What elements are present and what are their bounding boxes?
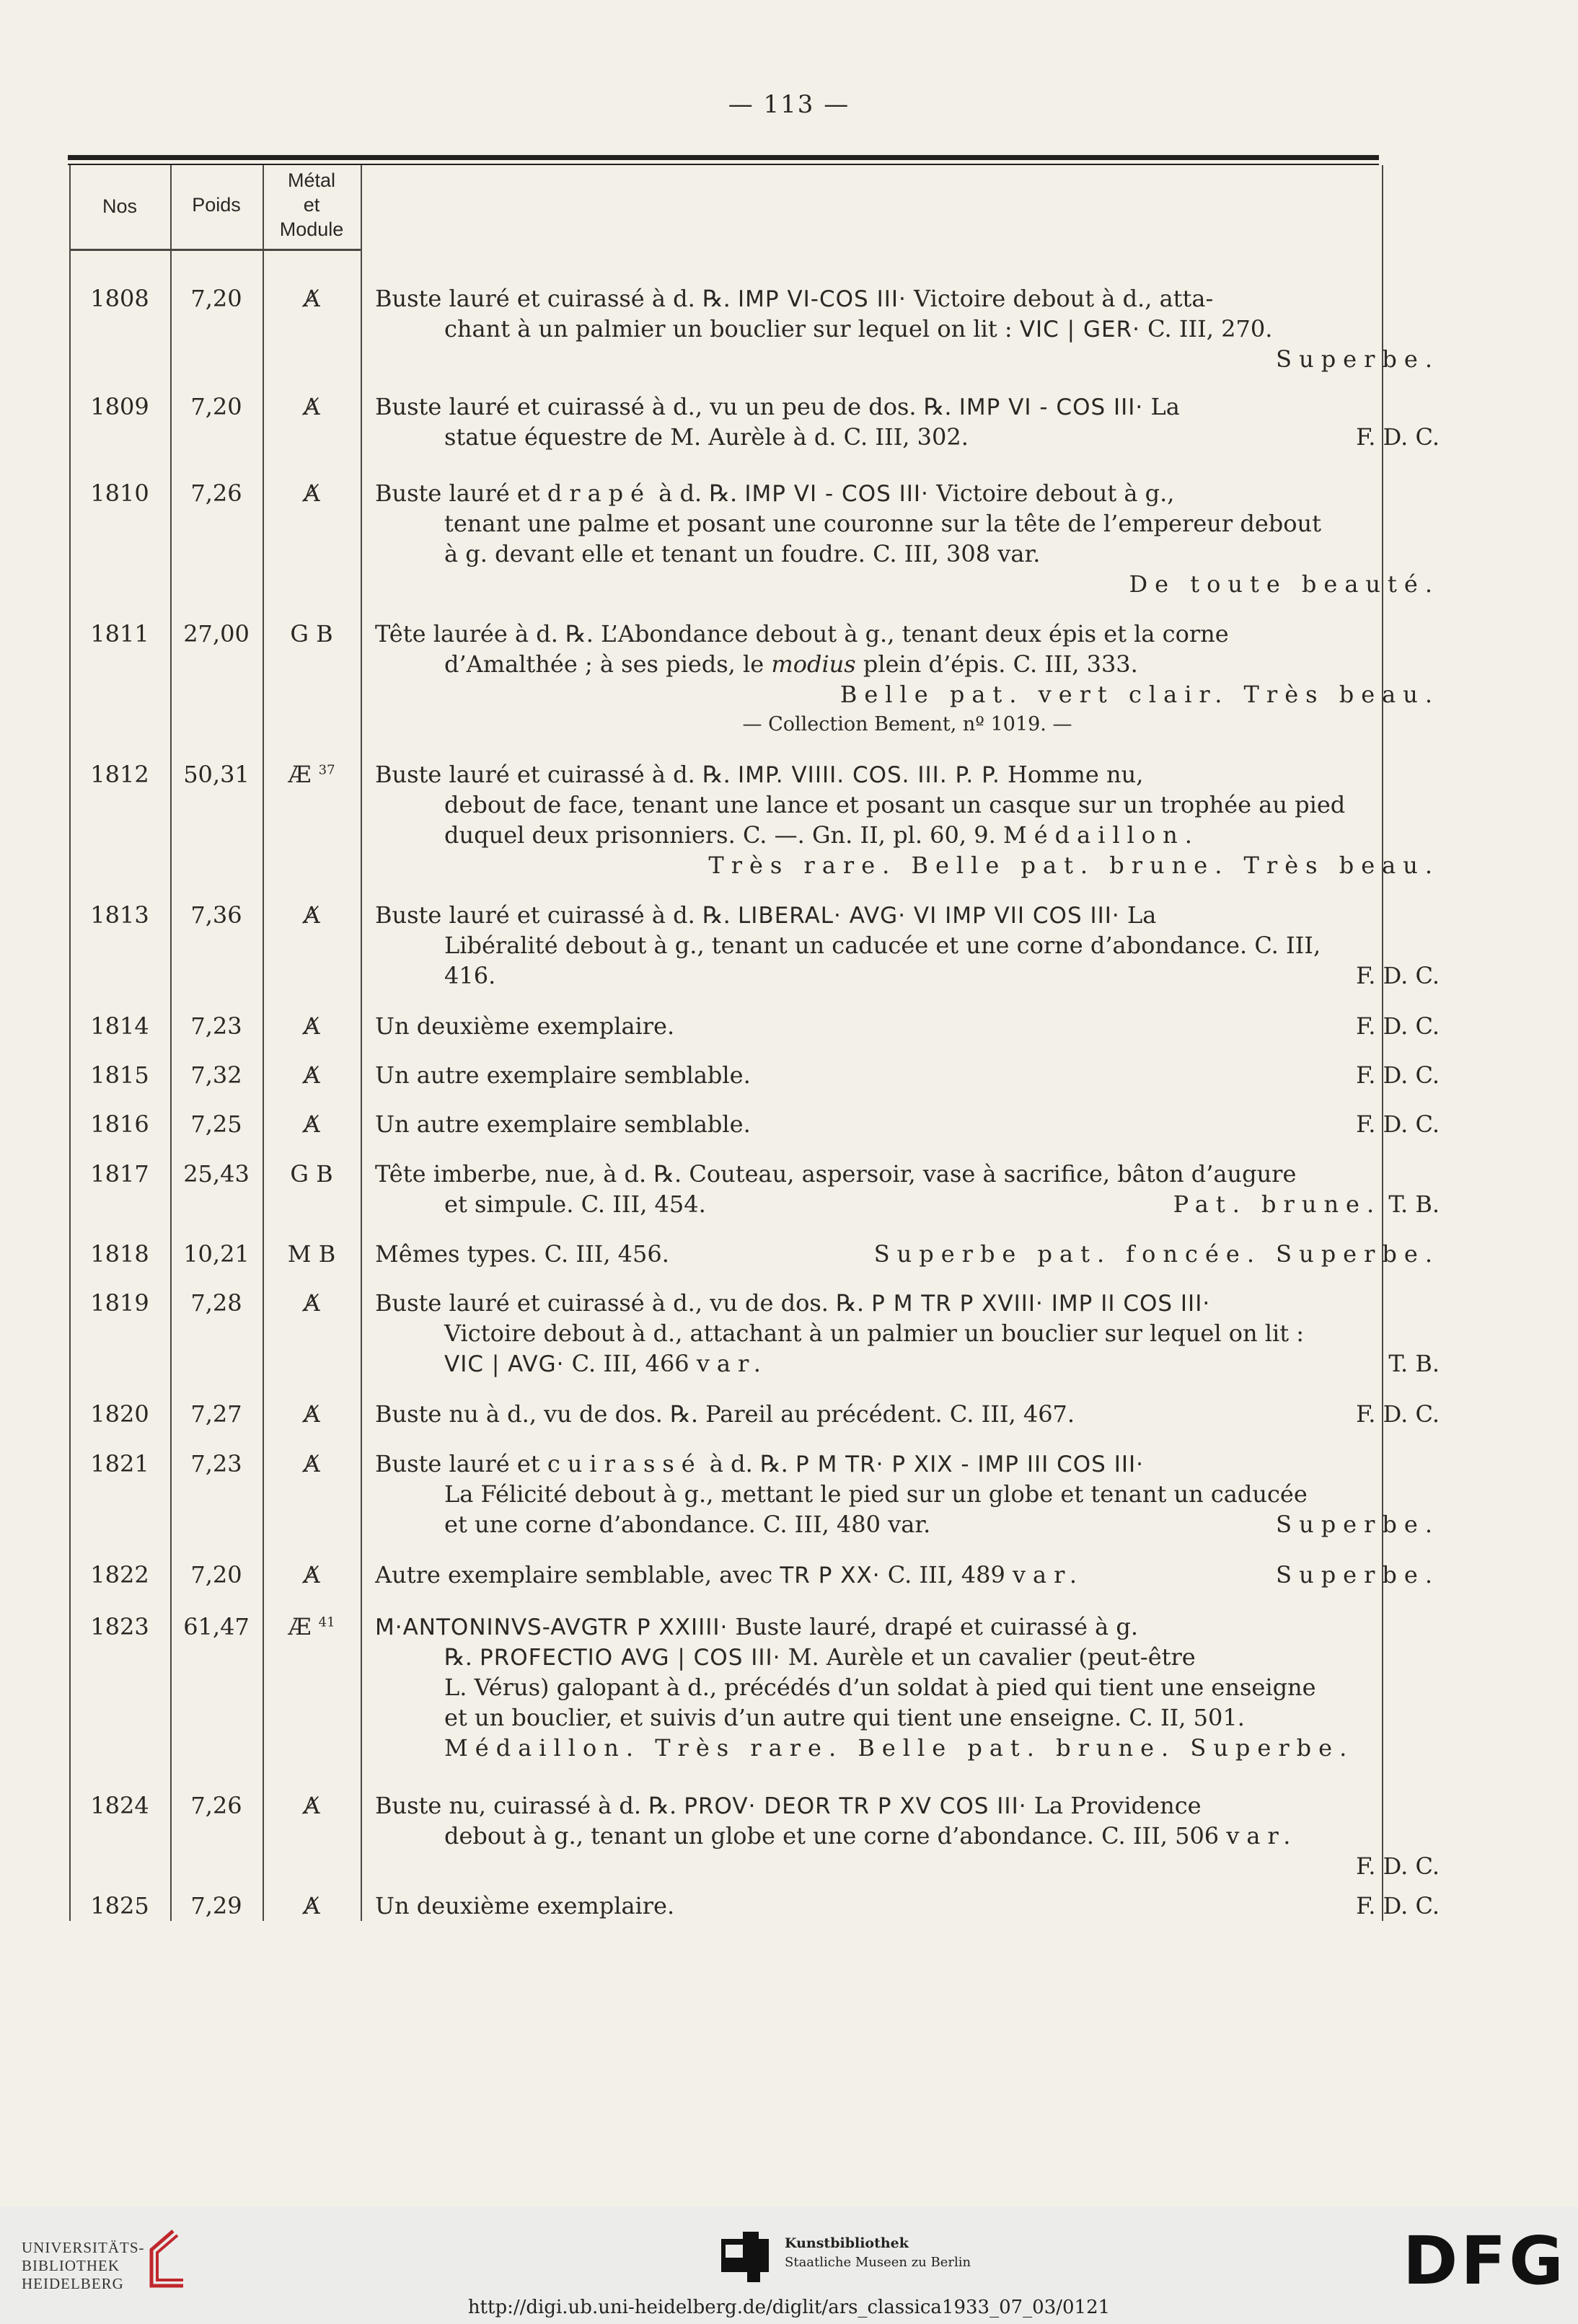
entry-weight: 7,28 [190, 1289, 242, 1317]
entry-description [375, 900, 1440, 991]
entry-metal: G B [290, 620, 333, 648]
header-underline [264, 249, 361, 251]
entry-weight: 25,43 [183, 1160, 250, 1188]
entry-description [375, 1790, 1440, 1881]
entry-description [375, 1011, 1440, 1041]
description-line: Buste lauré et cuirassé à d., vu de dos. ℞. P M TR P XVIII· IMP II COS III· [375, 1289, 1211, 1317]
entry-description [375, 1449, 1440, 1539]
description-line: Un deuxième exemplaire. F. D. C. [375, 1892, 1440, 1919]
description-line: Libéralité debout à g., tenant un caducée et une corne d’abondance. C. III, [444, 932, 1321, 959]
entry-number: 1813 [90, 901, 149, 929]
description-line: Autre exemplaire semblable, avec TR P XX· C. III, 489 var. Superbe. [375, 1561, 1440, 1589]
entry-metal: A̸ [303, 1400, 320, 1428]
header-metal-line: et [303, 194, 320, 216]
description-line: et simpule. C. III, 454. Pat. brune. T. B. [444, 1190, 1440, 1218]
entry-metal: A̸ [303, 1061, 320, 1089]
description-line: duquel deux prisonniers. C. —. Gn. II, pl. 60, 9. Médaillon. [444, 821, 1199, 849]
entry-metal: A̸ [303, 1792, 320, 1819]
university-library-logo-text [22, 2239, 145, 2293]
entry-metal: A̸ [303, 1892, 320, 1919]
description-line: d’Amalthée ; à ses pieds, le modius plein d’épis. C. III, 333. [444, 650, 1138, 678]
header-underline [69, 249, 172, 251]
description-line: Mêmes types. C. III, 456. Superbe pat. foncée. Superbe. [375, 1240, 1440, 1268]
entry-weight: 7,32 [190, 1061, 242, 1089]
entry-description [375, 1288, 1440, 1379]
description-line: Buste lauré et cuirassé à d., vu un peu de dos. ℞. IMP VI - COS III· La [375, 393, 1180, 420]
entry-weight: 10,21 [183, 1240, 250, 1268]
entry-description [375, 1109, 1440, 1139]
entry-number: 1811 [90, 620, 149, 648]
description-line: Buste lauré et drapé à d. ℞. IMP VI - COS III· Victoire debout à g., [375, 480, 1175, 507]
entry-metal: A̸ [303, 1110, 320, 1138]
entry-number: 1810 [90, 480, 149, 507]
description-line: debout de face, tenant une lance et posant un casque sur un trophée au pied [444, 791, 1346, 818]
top-rule [68, 155, 1379, 160]
entry-weight: 7,23 [190, 1012, 242, 1040]
entry-description [375, 759, 1440, 880]
entry-number: 1823 [90, 1613, 149, 1640]
description-line: Superbe. [1276, 345, 1440, 373]
entry-number: 1812 [90, 761, 149, 788]
description-line: Buste lauré et cuirassé à d. ℞. P M TR· P XIX - IMP III COS III· [375, 1450, 1144, 1477]
entry-metal: A̸ [303, 1012, 320, 1040]
entry-weight: 7,27 [190, 1400, 242, 1428]
description-line: Tête imberbe, nue, à d. ℞. Couteau, aspersoir, vase à sacrifice, bâton d’augure [375, 1160, 1297, 1188]
description-line: Victoire debout à d., attachant à un palmier un bouclier sur lequel on lit : [444, 1320, 1305, 1347]
description-line: Buste nu, cuirassé à d. ℞. PROV· DEOR TR P XV COS III· La Providence [375, 1792, 1202, 1819]
entry-number: 1821 [90, 1450, 149, 1477]
entry-weight: 7,26 [190, 1792, 242, 1819]
header-metal-line: Métal [287, 169, 336, 191]
entry-weight: 7,20 [190, 285, 242, 312]
entry-metal: Æ $^{41}$ [288, 1613, 335, 1640]
entry-weight: 7,20 [190, 1561, 242, 1589]
description-line: et un bouclier, et suivis d’un autre qui tient une enseigne. C. II, 501. [444, 1704, 1245, 1731]
entry-number: 1822 [90, 1561, 149, 1589]
entry-metal: A̸ [303, 480, 320, 507]
dfg-logo: DFG [1403, 2222, 1566, 2299]
description-line: 416. F. D. C. [444, 962, 1440, 989]
entry-metal: A̸ [303, 901, 320, 929]
uni-line: HEIDELBERG [22, 2275, 124, 2292]
description-line: statue équestre de M. Aurèle à d. C. III, 302. F. D. C. [444, 423, 1440, 451]
description-line: VIC | AVG· C. III, 466 var. T. B. [444, 1350, 1440, 1377]
uni-line: UNIVERSITÄTS- [22, 2239, 145, 2256]
description-line: M·ANTONINVS-AVGTR P XXIIII· Buste lauré, drapé et cuirassé à g. [375, 1613, 1138, 1640]
entry-number: 1820 [90, 1400, 149, 1428]
column-line [69, 165, 71, 1921]
description-line: ℞. PROFECTIO AVG | COS III· M. Aurèle et un cavalier (peut-être [444, 1643, 1196, 1671]
description-line: chant à un palmier un bouclier sur lequel on lit : VIC | GER· C. III, 270. [444, 315, 1273, 343]
entry-weight: 61,47 [183, 1613, 250, 1640]
header-metal-line: Module [279, 218, 344, 240]
page-number: — 113 — [728, 90, 850, 119]
entry-number: 1825 [90, 1892, 149, 1919]
header-metal [263, 168, 361, 242]
header-underline [172, 249, 263, 251]
entry-metal: G B [290, 1160, 333, 1188]
description-line: Buste nu à d., vu de dos. ℞. Pareil au précédent. C. III, 467. F. D. C. [375, 1400, 1440, 1428]
entry-description [375, 478, 1440, 599]
description-line: à g. devant elle et tenant un foudre. C. III, 308 var. [444, 540, 1041, 567]
entry-description [375, 1612, 1440, 1763]
entry-number: 1824 [90, 1792, 149, 1819]
entry-weight: 7,26 [190, 480, 242, 507]
entry-number: 1809 [90, 393, 149, 420]
description-line: Médaillon. Très rare. Belle pat. brune. Superbe. [444, 1734, 1354, 1762]
entry-metal: M B [287, 1240, 336, 1268]
entry-description [375, 1159, 1440, 1219]
entry-weight: 7,25 [190, 1110, 242, 1138]
entry-metal: A̸ [303, 1450, 320, 1477]
entry-number: 1818 [90, 1240, 149, 1268]
heidelberg-logo-icon [144, 2228, 190, 2293]
description-line: Belle pat. vert clair. Très beau. [839, 681, 1440, 708]
description-line: Buste lauré et cuirassé à d. ℞. LIBERAL· AVG· VI IMP VII COS III· La [375, 901, 1157, 929]
entry-metal: A̸ [303, 285, 320, 312]
entry-description [375, 283, 1440, 374]
description-line: tenant une palme et posant une couronne sur la tête de l’empereur debout [444, 510, 1321, 537]
entry-metal: Æ $^{37}$ [288, 761, 335, 788]
source-url-link[interactable]: http://digi.ub.uni-heidelberg.de/diglit/ars_classica1933_07_03/0121 [467, 2297, 1111, 2318]
entry-description [375, 1560, 1440, 1590]
kb-title: Kunstbibliothek [785, 2235, 909, 2251]
entry-description [375, 1399, 1440, 1429]
description-line: Un autre exemplaire semblable. F. D. C. [375, 1061, 1440, 1089]
kunstbibliothek-logo-icon [721, 2232, 772, 2282]
description-line: Très rare. Belle pat. brune. Très beau. [708, 852, 1440, 879]
kunstbibliothek-text [785, 2234, 971, 2272]
entry-number: 1808 [90, 285, 149, 312]
description-line: Tête laurée à d. ℞. L’Abondance debout à g., tenant deux épis et la corne [375, 620, 1229, 648]
entry-metal: A̸ [303, 393, 320, 420]
description-line: — Collection Bement, nº 1019. — [742, 713, 1072, 735]
description-line: Un deuxième exemplaire. F. D. C. [375, 1012, 1440, 1040]
description-line: et une corne d’abondance. C. III, 480 var. Superbe. [444, 1511, 1440, 1538]
description-line: L. Vérus) galopant à d., précédés d’un soldat à pied qui tient une enseigne [444, 1674, 1316, 1701]
column-line [263, 165, 264, 1921]
entry-number: 1819 [90, 1289, 149, 1317]
header-nos: Nos [102, 195, 137, 217]
description-line: F. D. C. [1356, 1852, 1440, 1880]
entry-weight: 7,20 [190, 393, 242, 420]
uni-line: BIBLIOTHEK [22, 2257, 120, 2274]
entry-number: 1814 [90, 1012, 149, 1040]
entry-number: 1816 [90, 1110, 149, 1138]
entry-weight: 7,23 [190, 1450, 242, 1477]
column-line [170, 165, 172, 1921]
description-line: Buste lauré et cuirassé à d. ℞. IMP. VIIII. COS. III. P. P. Homme nu, [375, 761, 1144, 788]
description-line: Un autre exemplaire semblable. F. D. C. [375, 1110, 1440, 1138]
description-line: Buste lauré et cuirassé à d. ℞. IMP VI-COS III· Victoire debout à d., atta- [375, 285, 1214, 312]
description-line: debout à g., tenant un globe et une corne d’abondance. C. III, 506 var. [444, 1822, 1298, 1850]
entry-number: 1817 [90, 1160, 149, 1188]
entry-weight: 50,31 [183, 761, 250, 788]
column-line [361, 165, 362, 1921]
table-header [69, 165, 1382, 250]
entry-metal: A̸ [303, 1289, 320, 1317]
entry-weight: 27,00 [183, 620, 250, 648]
kb-subtitle: Staatliche Museen zu Berlin [785, 2255, 971, 2270]
entry-number: 1815 [90, 1061, 149, 1089]
entry-weight: 7,29 [190, 1892, 242, 1919]
description-line: De toute beauté. [1129, 570, 1440, 598]
entry-description [375, 1891, 1440, 1921]
entry-description [375, 392, 1440, 452]
entry-description [375, 1060, 1440, 1090]
entry-description [375, 619, 1440, 740]
entry-metal: A̸ [303, 1561, 320, 1589]
description-line: La Félicité debout à g., mettant le pied sur un globe et tenant un caducée [444, 1480, 1308, 1508]
header-poids: Poids [192, 194, 241, 216]
entry-weight: 7,36 [190, 901, 242, 929]
entry-description [375, 1239, 1440, 1269]
